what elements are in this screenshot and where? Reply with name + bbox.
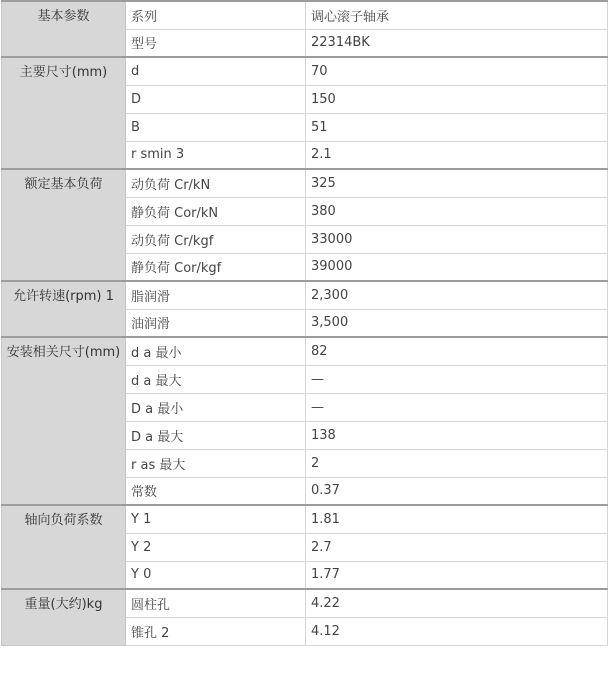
group-title-allowed-speed: 允许转速(rpm) 1	[2, 281, 126, 337]
param-label: d	[126, 57, 306, 85]
param-label: 圆柱孔	[126, 589, 306, 617]
group-title-weight: 重量(大约)kg	[2, 589, 126, 645]
param-label: 静负荷 Cor/kgf	[126, 253, 306, 281]
param-label: 系列	[126, 1, 306, 29]
param-value: 33000	[306, 225, 608, 253]
param-value: 2.1	[306, 141, 608, 169]
param-value: 380	[306, 197, 608, 225]
param-value: 0.37	[306, 477, 608, 505]
bearing-spec-table	[1, 0, 608, 646]
param-value: 1.81	[306, 505, 608, 533]
group-title-axial-load-factor: 轴向负荷系数	[2, 505, 126, 589]
param-label: D a 最小	[126, 393, 306, 421]
group-title-main-dimensions: 主要尺寸(mm)	[2, 57, 126, 169]
param-label: Y 0	[126, 561, 306, 589]
param-value: 4.12	[306, 617, 608, 645]
param-value: 82	[306, 337, 608, 365]
param-label: 锥孔 2	[126, 617, 306, 645]
param-label: 常数	[126, 477, 306, 505]
param-value: 4.22	[306, 589, 608, 617]
group-title-mounting-dimensions: 安装相关尺寸(mm)	[2, 337, 126, 505]
param-label: r smin 3	[126, 141, 306, 169]
param-label: Y 2	[126, 533, 306, 561]
param-label: 油润滑	[126, 309, 306, 337]
table-row	[2, 169, 608, 197]
param-value: 2,300	[306, 281, 608, 309]
param-value: 1.77	[306, 561, 608, 589]
param-value: 138	[306, 421, 608, 449]
param-value: 调心滚子轴承	[306, 1, 608, 29]
table-row	[2, 1, 608, 29]
param-label: D	[126, 85, 306, 113]
table-row	[2, 505, 608, 533]
param-value: 2	[306, 449, 608, 477]
param-value: —	[306, 365, 608, 393]
spec-table-body	[2, 1, 608, 645]
param-label: d a 最大	[126, 365, 306, 393]
param-label: D a 最大	[126, 421, 306, 449]
param-label: 型号	[126, 29, 306, 57]
param-label: d a 最小	[126, 337, 306, 365]
param-value: 70	[306, 57, 608, 85]
table-row	[2, 281, 608, 309]
param-label: 脂润滑	[126, 281, 306, 309]
param-value: 325	[306, 169, 608, 197]
param-label: Y 1	[126, 505, 306, 533]
param-value: 22314BK	[306, 29, 608, 57]
param-label: B	[126, 113, 306, 141]
param-value: 150	[306, 85, 608, 113]
group-title-basic-params: 基本参数	[2, 1, 126, 57]
param-value: 39000	[306, 253, 608, 281]
param-label: 静负荷 Cor/kN	[126, 197, 306, 225]
param-label: 动负荷 Cr/kgf	[126, 225, 306, 253]
param-value: —	[306, 393, 608, 421]
param-value: 2.7	[306, 533, 608, 561]
table-row	[2, 57, 608, 85]
param-value: 51	[306, 113, 608, 141]
param-label: r as 最大	[126, 449, 306, 477]
table-row	[2, 589, 608, 617]
param-label: 动负荷 Cr/kN	[126, 169, 306, 197]
param-value: 3,500	[306, 309, 608, 337]
group-title-rated-load: 额定基本负荷	[2, 169, 126, 281]
table-row	[2, 337, 608, 365]
